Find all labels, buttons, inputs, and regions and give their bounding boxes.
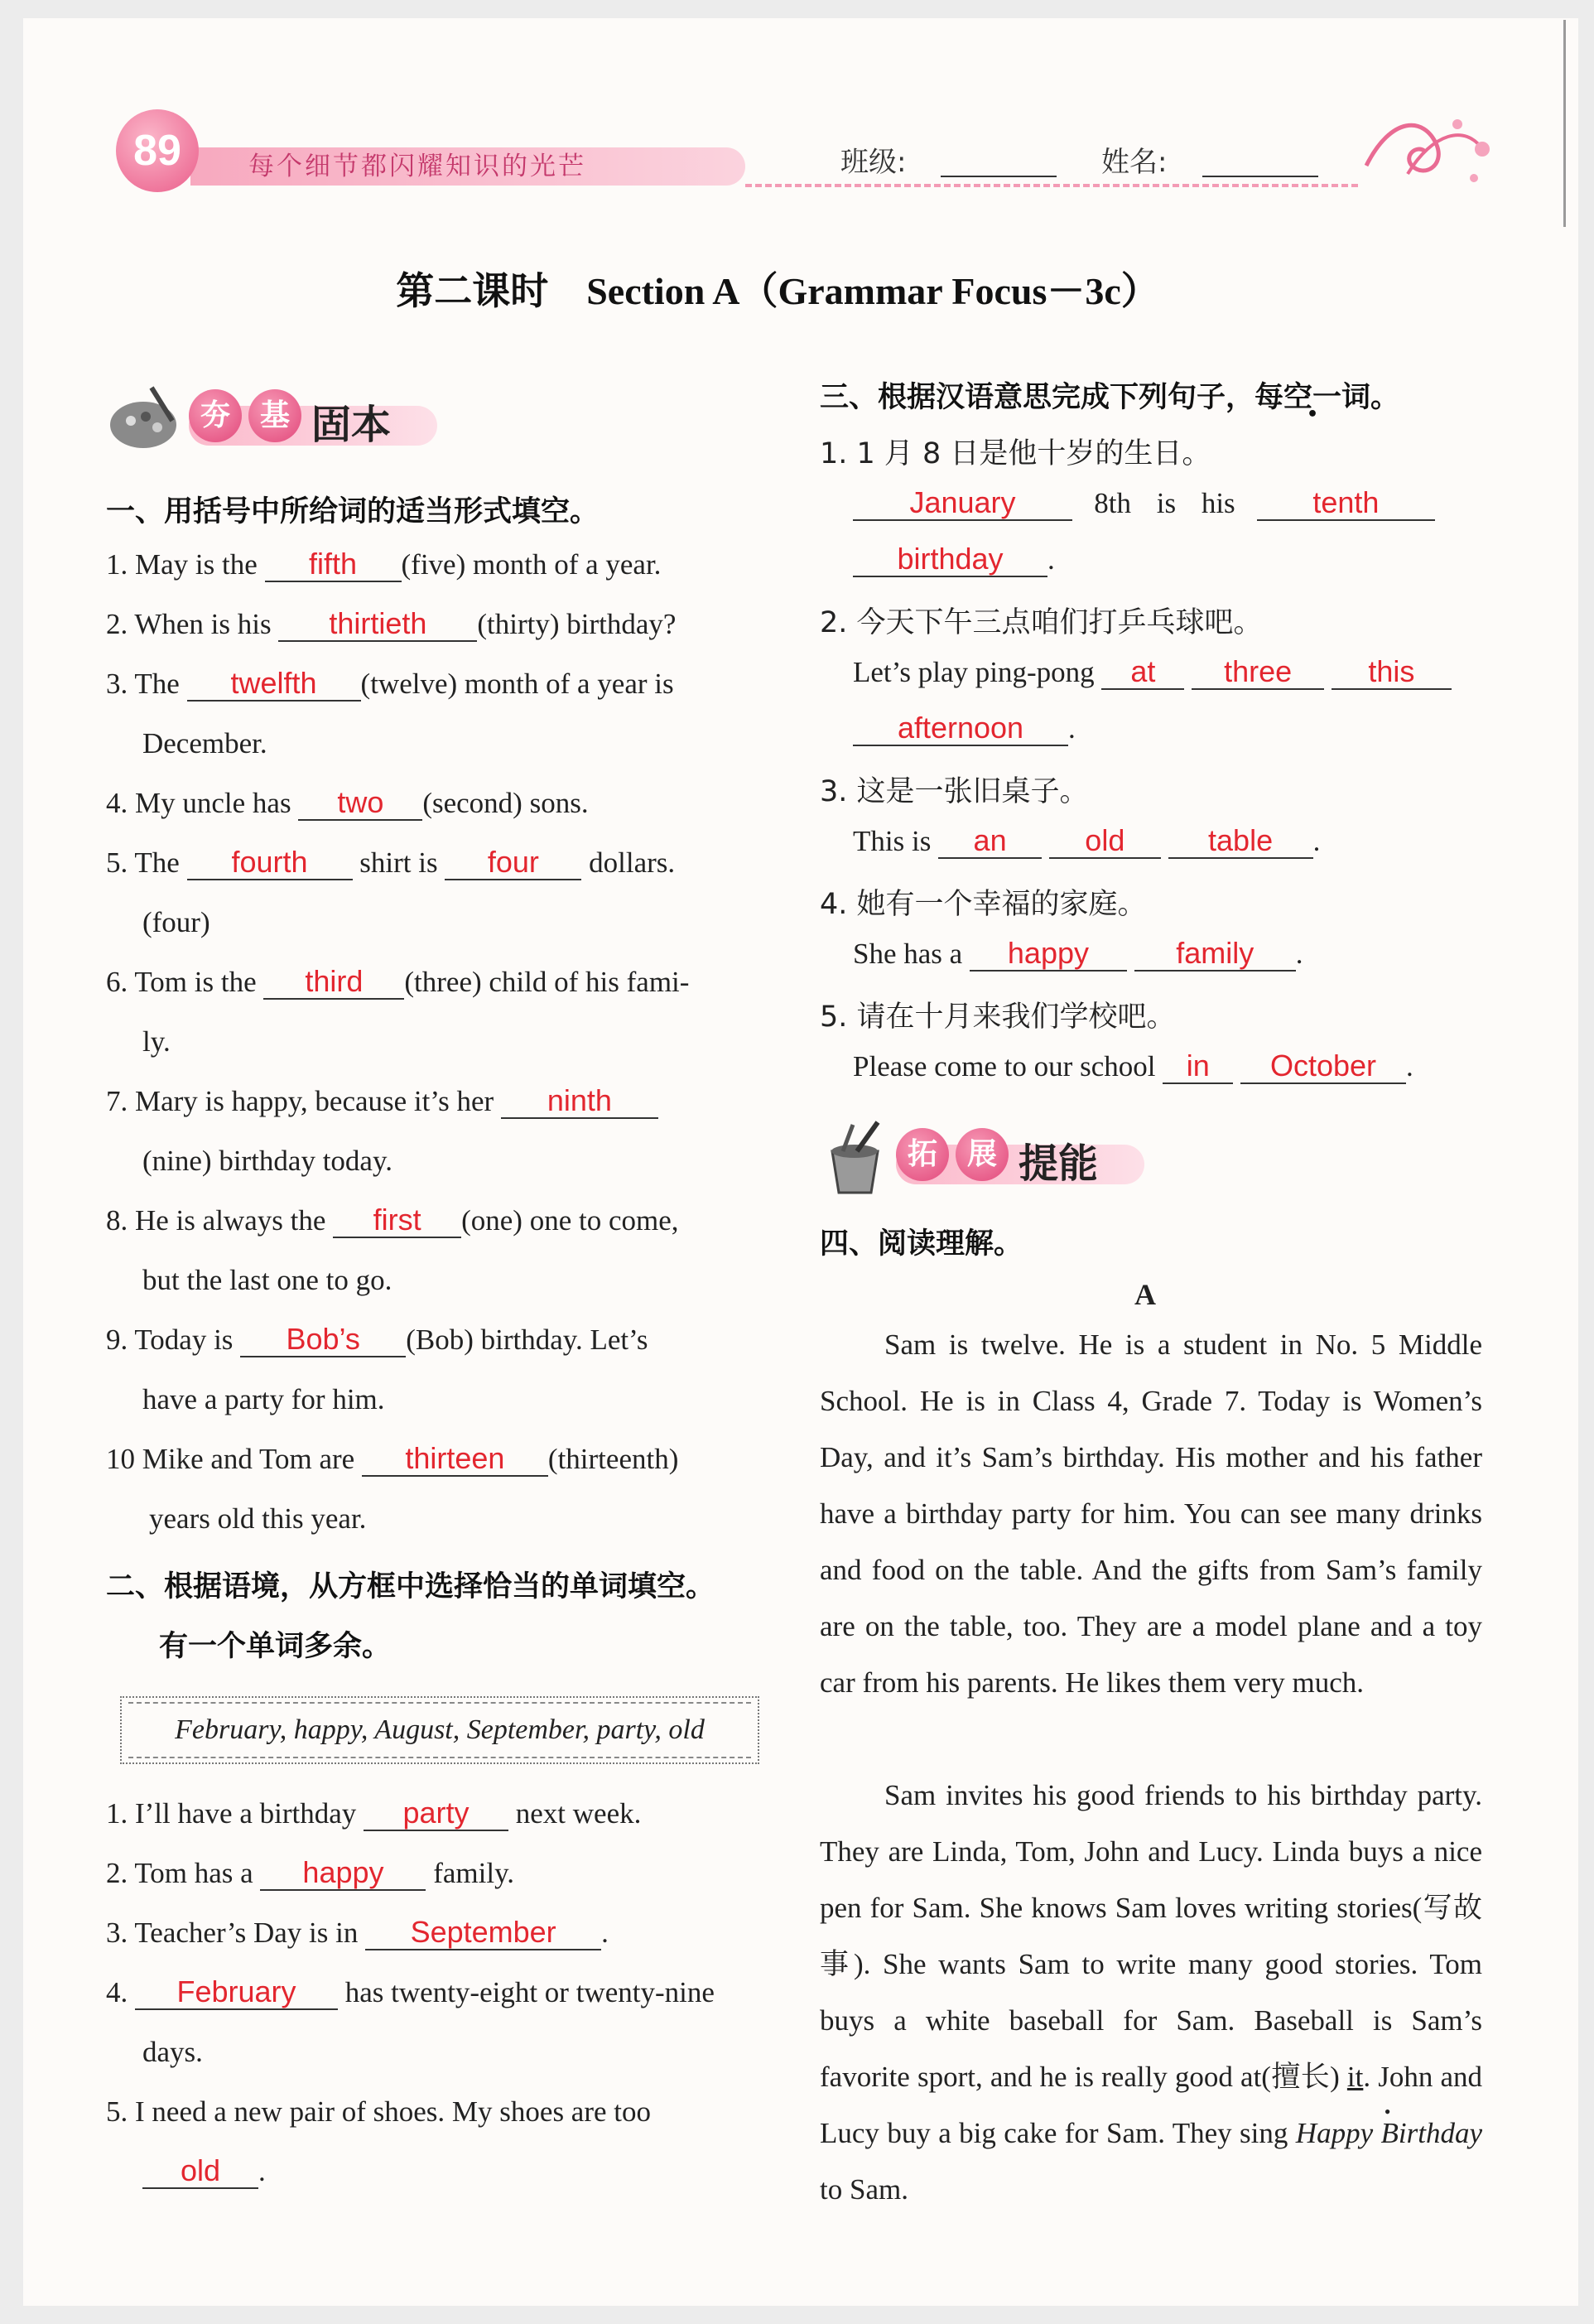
p2-q2: 2. Tom has a happy family.	[106, 1855, 515, 1889]
p3-q1-answer1[interactable]: January	[909, 485, 1016, 519]
p2-q1: 1. I’ll have a birthday party next week.	[106, 1796, 642, 1830]
palette-icon	[106, 379, 181, 454]
p1-q9-cont: have a party for him.	[142, 1383, 385, 1415]
p3-q2-line1: Let’s play ping-pong at three this	[853, 656, 1452, 690]
p2-q2-answer[interactable]: happy	[302, 1855, 384, 1889]
p1-q4: 4. My uncle has two (second) sons.	[106, 785, 589, 819]
p1-q9-answer[interactable]: Bob’s	[286, 1322, 360, 1356]
slogan-ribbon: 每个细节都闪耀知识的光芒	[190, 147, 745, 186]
badge-char-3: 拓	[896, 1128, 949, 1181]
p3-q4-answer2[interactable]: family	[1176, 936, 1254, 970]
p3-q5-chinese: 5. 请在十月来我们学校吧。	[820, 1000, 1176, 1034]
p1-q2: 2. When is his thirtieth (thirty) birthday?	[106, 606, 677, 640]
p3-q1-answer3[interactable]: birthday	[897, 542, 1004, 576]
part1-title: 一、用括号中所给词的适当形式填空。	[106, 495, 600, 528]
p2-q1-answer[interactable]: party	[402, 1796, 470, 1830]
p1-q1: 1. May is the fifth (five) month of a year.	[106, 547, 662, 581]
part2-title-line1: 二、根据语境，从方框中选择恰当的单词填空。	[106, 1570, 715, 1603]
page-spine-line	[1563, 20, 1566, 227]
part3-title-emphasis: 每空一词	[1254, 381, 1371, 414]
p2-q4: 4. February has twenty-eight or twenty-nine	[106, 1974, 715, 2008]
p1-q7-answer[interactable]: ninth	[547, 1083, 612, 1117]
word-box: February, happy, August, September, party, old	[120, 1696, 759, 1764]
p3-q2-answer3[interactable]: this	[1368, 654, 1415, 688]
p3-q1-chinese: 1. 1 月 8 日是他十岁的生日。	[820, 437, 1211, 470]
p1-q6-cont: ly.	[142, 1025, 171, 1058]
p1-q7-cont: (nine) birthday today.	[142, 1145, 392, 1177]
p2-q3-answer[interactable]: September	[410, 1915, 556, 1949]
lesson-title: 第二课时 Section A（Grammar Focus－3c）	[396, 270, 1159, 312]
p1-q5-answer1[interactable]: fourth	[231, 845, 308, 879]
badge-char-4: 展	[956, 1128, 1009, 1181]
class-field[interactable]	[941, 176, 1057, 177]
p3-q1-line1: January 8th is his tenth	[853, 487, 1435, 521]
p3-q3-line1: This is an old table .	[853, 823, 1321, 857]
p1-q3-answer[interactable]: twelfth	[230, 666, 317, 700]
banner-extend	[820, 1118, 1168, 1193]
header-dashed-line	[745, 184, 1358, 187]
badge-char-2: 基	[248, 389, 301, 442]
passage-paragraph-2: Sam invites his good friends to his birthday party. They are Linda, Tom, John and Lucy. Linda buys a nice pen for Sam. She knows Sam loves writing stories(写故事). She wants Sam to write many good stories. Tom buys a white baseball for Sam. Baseball is Sam’s favorite sport, and he is really good at(擅长) it •. John and Lucy buy a big cake for Sam. They sing Happy Birthday to Sam.	[820, 1767, 1482, 2218]
p1-q6: 6. Tom is the third (three) child of his fami-	[106, 964, 690, 998]
p1-q6-answer[interactable]: third	[305, 964, 364, 998]
page-number-badge: 89	[116, 109, 199, 192]
p3-q2-answer4[interactable]: afternoon	[897, 711, 1024, 745]
banner-basic	[106, 379, 454, 454]
part2-title-line2: 有一个单词多余。	[159, 1630, 392, 1663]
name-field[interactable]	[1202, 176, 1318, 177]
p1-q8-answer[interactable]: first	[373, 1203, 421, 1237]
p3-q3-answer2[interactable]: old	[1085, 823, 1125, 857]
p3-q1-answer2[interactable]: tenth	[1312, 485, 1380, 519]
class-label: 班级:	[840, 146, 907, 179]
badge-char-1: 夯	[189, 389, 242, 442]
p3-q3-chinese: 3. 这是一张旧桌子。	[820, 775, 1089, 808]
passage-paragraph-1: Sam is twelve. He is a student in No. 5 Middle School. He is in Class 4, Grade 7. Today is Women’s Day, and it’s Sam’s birthday. His mother and his father have a birthday party for him. You can see many drinks and food on the table. And the gifts from Sam’s family are on the table, too. They are a model plane and a toy car from his parents. He likes them very much.	[820, 1328, 1482, 1699]
p1-q4-answer[interactable]: two	[337, 785, 384, 819]
p3-q2-chinese: 2. 今天下午三点咱们打乒乓球吧。	[820, 606, 1263, 639]
banner-basic-word: 固本	[311, 402, 392, 448]
passage-underlined-it: it •	[1347, 2061, 1363, 2093]
p2-q3: 3. Teacher’s Day is in September .	[106, 1915, 609, 1949]
floral-ornament-icon	[1358, 99, 1499, 190]
p3-q4-chinese: 4. 她有一个幸福的家庭。	[820, 888, 1147, 921]
p3-q5-answer1[interactable]: in	[1186, 1049, 1210, 1082]
p1-q10-answer[interactable]: thirteen	[405, 1441, 505, 1475]
p1-q3: 3. The twelfth (twelve) month of a year is	[106, 666, 674, 700]
p3-q4-line1: She has a happy family .	[853, 936, 1303, 970]
name-label: 姓名:	[1101, 146, 1168, 179]
p1-q5-cont: (four)	[142, 906, 210, 938]
p2-q5-cont: old .	[142, 2155, 266, 2189]
p1-q3-cont: December.	[142, 727, 267, 759]
p3-q2-line2: afternoon .	[853, 712, 1076, 746]
p1-q8-cont: but the last one to go.	[142, 1264, 392, 1296]
p3-q4-answer1[interactable]: happy	[1007, 936, 1089, 970]
p1-q1-answer[interactable]: fifth	[309, 547, 358, 581]
p3-q2-answer1[interactable]: at	[1130, 654, 1156, 688]
p3-q1-line2: birthday .	[853, 543, 1055, 577]
banner-extend-word: 提能	[1019, 1140, 1099, 1187]
p1-q10-cont: years old this year.	[149, 1502, 367, 1535]
p1-q7: 7. Mary is happy, because it’s her ninth	[106, 1085, 658, 1119]
p2-q5: 5. I need a new pair of shoes. My shoes are too	[106, 2095, 652, 2128]
part3-title: 三、根据汉语意思完成下列句子，每空一词。	[820, 381, 1400, 414]
p2-q4-cont: days.	[142, 2036, 203, 2068]
p3-q5-line1: Please come to our school in October .	[853, 1049, 1413, 1082]
p3-q3-answer1[interactable]: an	[973, 823, 1007, 857]
part4-title: 四、阅读理解。	[820, 1227, 1023, 1261]
paint-bucket-icon	[820, 1118, 894, 1197]
p2-q4-answer[interactable]: February	[176, 1974, 296, 2008]
p1-q9: 9. Today is Bob’s (Bob) birthday. Let’s	[106, 1322, 648, 1356]
p1-q5: 5. The fourth shirt is four dollars.	[106, 845, 676, 879]
p2-q5-answer[interactable]: old	[180, 2153, 221, 2187]
p1-q2-answer[interactable]: thirtieth	[329, 606, 427, 640]
p3-q5-answer2[interactable]: October	[1269, 1049, 1376, 1082]
p3-q3-answer3[interactable]: table	[1208, 823, 1274, 857]
p3-q2-answer2[interactable]: three	[1224, 654, 1293, 688]
p1-q8: 8. He is always the first (one) one to come,	[106, 1203, 679, 1237]
p1-q10: 10 Mike and Tom are thirteen (thirteenth)	[106, 1441, 679, 1475]
song-title: Happy Birthday	[1295, 2117, 1482, 2149]
p1-q5-answer2[interactable]: four	[487, 845, 539, 879]
passage-label: A	[1134, 1278, 1156, 1311]
